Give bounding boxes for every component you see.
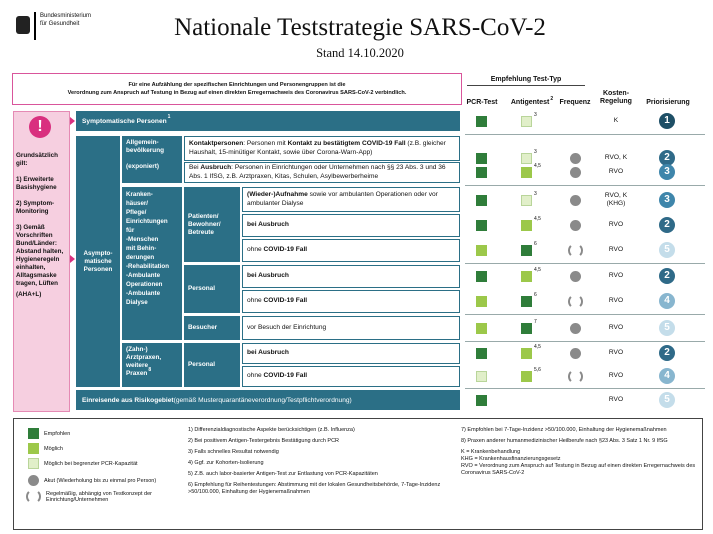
top-note-line2: Verordnung zum Anspruch auf Testung in Bezug auf einen direkten Erregernachweis des Coronavirus SARS-CoV-2 verbindlich.	[67, 90, 407, 96]
antigen-footnote-ref: 7	[534, 319, 537, 325]
antigen-mark	[521, 271, 532, 282]
row-zahn-ohne: ohne COVID-19 Fall	[242, 366, 460, 387]
pcr-mark	[476, 348, 487, 359]
eagle-icon	[16, 16, 30, 34]
row-separator	[465, 388, 705, 389]
dot-icon	[570, 348, 581, 359]
row-ausbruch-allg: Bei Ausbruch: Personen in Einrichtungen oder Unternehmen nach §§ 23 Abs. 3 und 36 Abs. 1 IfSG, z.B. Arztpraxen, Kitas, Schulen, Asylbewerberheime	[184, 162, 460, 183]
antigen-mark	[521, 296, 532, 307]
cost-label: K	[613, 117, 619, 124]
header-pcr: PCR-Test	[466, 99, 498, 106]
antigen-mark	[521, 348, 532, 359]
antigen-footnote-ref: 4,5	[534, 163, 541, 169]
legend-akut: Akut (Wiederholung bis zu einmal pro Person)	[28, 475, 156, 486]
antigen-footnote-ref: 4,5	[534, 216, 541, 222]
pcr-mark	[476, 371, 487, 382]
antigen-mark	[521, 195, 532, 206]
cycle-icon	[568, 243, 583, 258]
logo-line2: für Gesundheit	[40, 20, 80, 27]
legend-regel: Regelmäßig, abhängig von Testkonzept der Einrichtung/Unternehmen	[26, 489, 176, 504]
row-separator	[465, 341, 705, 342]
page-title: Nationale Teststrategie SARS-CoV-2	[174, 14, 546, 41]
pcr-mark	[476, 220, 487, 231]
antigen-mark	[521, 153, 532, 164]
legend-box	[13, 418, 703, 530]
cost-label: RVO, K (KHG)	[604, 192, 628, 207]
asymptomatic-label: Asympto-matische Personen	[76, 136, 120, 387]
pcr-mark	[476, 323, 487, 334]
footnotes-right: 7) Empfohlen bei 7-Tage-Inzidenz >50/100.000, Einhaltung der Hygienemaßnahmen 8) Praxen anderer humanmedizinischer Heilberufe nach §23 Abs. 3 Satz 1 Nr. 9 IfSG K = Krankenbehandlung KHG = Krankenhausfinanzierungsgesetz RVO = Verordnung zum Anspruch auf Testung in Bezug auf einen direkten Erregernachweis des Coronavirus SARS-CoV-2	[461, 427, 696, 476]
antigen-footnote-ref: 5,6	[534, 367, 541, 373]
priority-badge: 5	[659, 242, 675, 258]
ministry-logo	[12, 10, 122, 46]
logo-line1: Bundesministerium	[40, 13, 92, 19]
antigen-footnote-ref: 3	[534, 149, 537, 155]
header-prio: Priorisierung	[646, 99, 690, 106]
left-p1: Grundsätzlich gilt:	[16, 152, 58, 167]
antigen-mark	[521, 220, 532, 231]
antigen-mark	[521, 323, 532, 334]
pcr-mark	[476, 116, 487, 127]
cost-label: RVO, K	[604, 154, 628, 161]
warning-icon: !	[29, 116, 51, 138]
left-p3: 2) Symptom-Monitoring	[16, 200, 55, 215]
priority-badge: 2	[659, 268, 675, 284]
pcr-mark	[476, 245, 487, 256]
dot-icon	[570, 195, 581, 206]
cost-label: RVO	[608, 396, 624, 403]
cat-allgemein: Allgemein- bevölkerung (exponiert)	[122, 136, 182, 183]
row-besucher: vor Besuch der Einrichtung	[242, 316, 460, 340]
cat-krankenhaeuser: Kranken- häuser/ Pflege/ Einrichtungen für -Menschen mit Behin- derungen -Rehabilitation -Ambulante Operationen -Ambulante Dialyse	[122, 187, 182, 340]
header-antigen: Antigentest$^2$	[510, 96, 554, 106]
cycle-icon	[26, 489, 41, 504]
dot-icon	[570, 167, 581, 178]
row-separator	[465, 263, 705, 264]
priority-badge: 1	[659, 113, 675, 129]
cost-label: RVO	[608, 221, 624, 228]
left-p5: (AHA+L)	[16, 291, 42, 298]
cost-label: RVO	[608, 272, 624, 279]
priority-badge: 3	[659, 164, 675, 180]
dot-icon	[570, 220, 581, 231]
left-panel-text	[16, 152, 68, 307]
footnotes-middle: 1) Differenzialdiagnostische Aspekte berücksichtigen (z.B. Influenza) 2) Bei positivem Antigen-Testergebnis Bestätigung durch PCR 3) Falls schnelles Resultat notwendig 4) Ggf. zur Kohorten-Isolierung 5) Z.B. auch labor-basierter Antigen-Test zur Entlastung von PCR-Kapazitäten 6) Empfehlung für Reihentestungen: Abstimmung mit der lokalen Gesundheitsbehörde, 7-Tage-Inzidenz >50/100.000, Einhaltung der Hygienemaßnahmen	[188, 427, 441, 495]
pcr-mark	[476, 271, 487, 282]
priority-badge: 2	[659, 150, 675, 166]
pcr-mark	[476, 153, 487, 164]
priority-badge: 5	[659, 320, 675, 336]
cost-label: RVO	[608, 297, 624, 304]
antigen-footnote-ref: 4,5	[534, 267, 541, 273]
row-einreisende: Einreisende aus Risikogebiet (gemäß Musterquarantäneverordnung/Testpflichtverordnung)	[76, 390, 460, 410]
cycle-icon	[568, 294, 583, 309]
cycle-icon	[568, 369, 583, 384]
cost-label: RVO	[608, 168, 624, 175]
antigen-mark	[521, 371, 532, 382]
header-kosten: Kosten-Regelung	[600, 90, 632, 105]
arrow-icon	[70, 117, 75, 125]
top-note-line1: Für eine Aufzählung der spezifischen Einrichtungen und Personengruppen ist die	[128, 82, 346, 88]
antigen-mark	[521, 245, 532, 256]
pcr-mark	[476, 195, 487, 206]
cat-zahnarzt: (Zahn-) Arztpraxen, weitere Praxen$^8$	[122, 343, 182, 387]
antigen-footnote-ref: 4,5	[534, 344, 541, 350]
antigen-footnote-ref: 6	[534, 292, 537, 298]
antigen-mark	[521, 167, 532, 178]
row-separator	[465, 185, 705, 186]
legend-moeglich: Möglich	[28, 443, 63, 454]
row-kh-ohne-pat: ohne COVID-19 Fall	[242, 239, 460, 262]
cost-label: RVO	[608, 324, 624, 331]
dot-icon	[28, 475, 39, 486]
priority-badge: 2	[659, 217, 675, 233]
top-note	[12, 73, 462, 105]
row-kh-ausbruch-pat: bei Ausbruch	[242, 214, 460, 237]
antigen-footnote-ref: 6	[534, 241, 537, 247]
page-subtitle: Stand 14.10.2020	[316, 46, 404, 60]
pcr-mark	[476, 167, 487, 178]
cost-label: RVO	[608, 246, 624, 253]
priority-badge: 4	[659, 293, 675, 309]
antigen-footnote-ref: 3	[534, 191, 537, 197]
row-separator	[465, 134, 705, 135]
priority-badge: 4	[659, 368, 675, 384]
header-frequenz: Frequenz	[559, 99, 591, 106]
header-empfehlung: Empfehlung Test-Typ	[467, 76, 585, 86]
row-separator	[465, 314, 705, 315]
antigen-footnote-ref: 3	[534, 112, 537, 118]
sub-personal: Personal	[184, 265, 240, 313]
dot-icon	[570, 271, 581, 282]
priority-badge: 2	[659, 345, 675, 361]
row-symptomatic: Symptomatische Personen 1	[76, 111, 460, 131]
left-p4: 3) Gemäß Vorschriften Bund/Länder: Abstand halten, Hygieneregeln einhalten, Alltagsmaske tragen, Lüften	[16, 224, 64, 287]
row-aufnahme: (Wieder-)Aufnahme sowie vor ambulanten Operationen oder vor ambulanter Dialyse	[242, 187, 460, 212]
priority-badge: 5	[659, 392, 675, 408]
arrow-icon	[70, 255, 75, 263]
sub-besucher: Besucher	[184, 316, 240, 340]
dot-icon	[570, 153, 581, 164]
row-kontaktpersonen: Kontaktpersonen: Personen mit Kontakt zu bestätigtem COVID-19 Fall (z.B. gleicher Haushalt, 15-minütiger Kontakt, sowie über Corona-Warn-App)	[184, 136, 460, 161]
cost-label: RVO	[608, 349, 624, 356]
pcr-mark	[476, 395, 487, 406]
sub-patienten: Patienten/ Bewohner/ Betreute	[184, 187, 240, 262]
dot-icon	[570, 323, 581, 334]
priority-badge: 3	[659, 192, 675, 208]
row-kh-ausbruch-pers: bei Ausbruch	[242, 265, 460, 288]
pcr-mark	[476, 296, 487, 307]
antigen-mark	[521, 116, 532, 127]
legend-empfohlen: Empfohlen	[28, 428, 70, 439]
legend-begrenzt: Möglich bei begrenzter PCR-Kapazität	[28, 458, 138, 469]
row-zahn-ausbruch: bei Ausbruch	[242, 343, 460, 364]
row-kh-ohne-pers: ohne COVID-19 Fall	[242, 290, 460, 313]
cost-label: RVO	[608, 372, 624, 379]
left-p2: 1) Erweiterte Basishygiene	[16, 176, 57, 191]
sub-zahn-personal: Personal	[184, 343, 240, 387]
